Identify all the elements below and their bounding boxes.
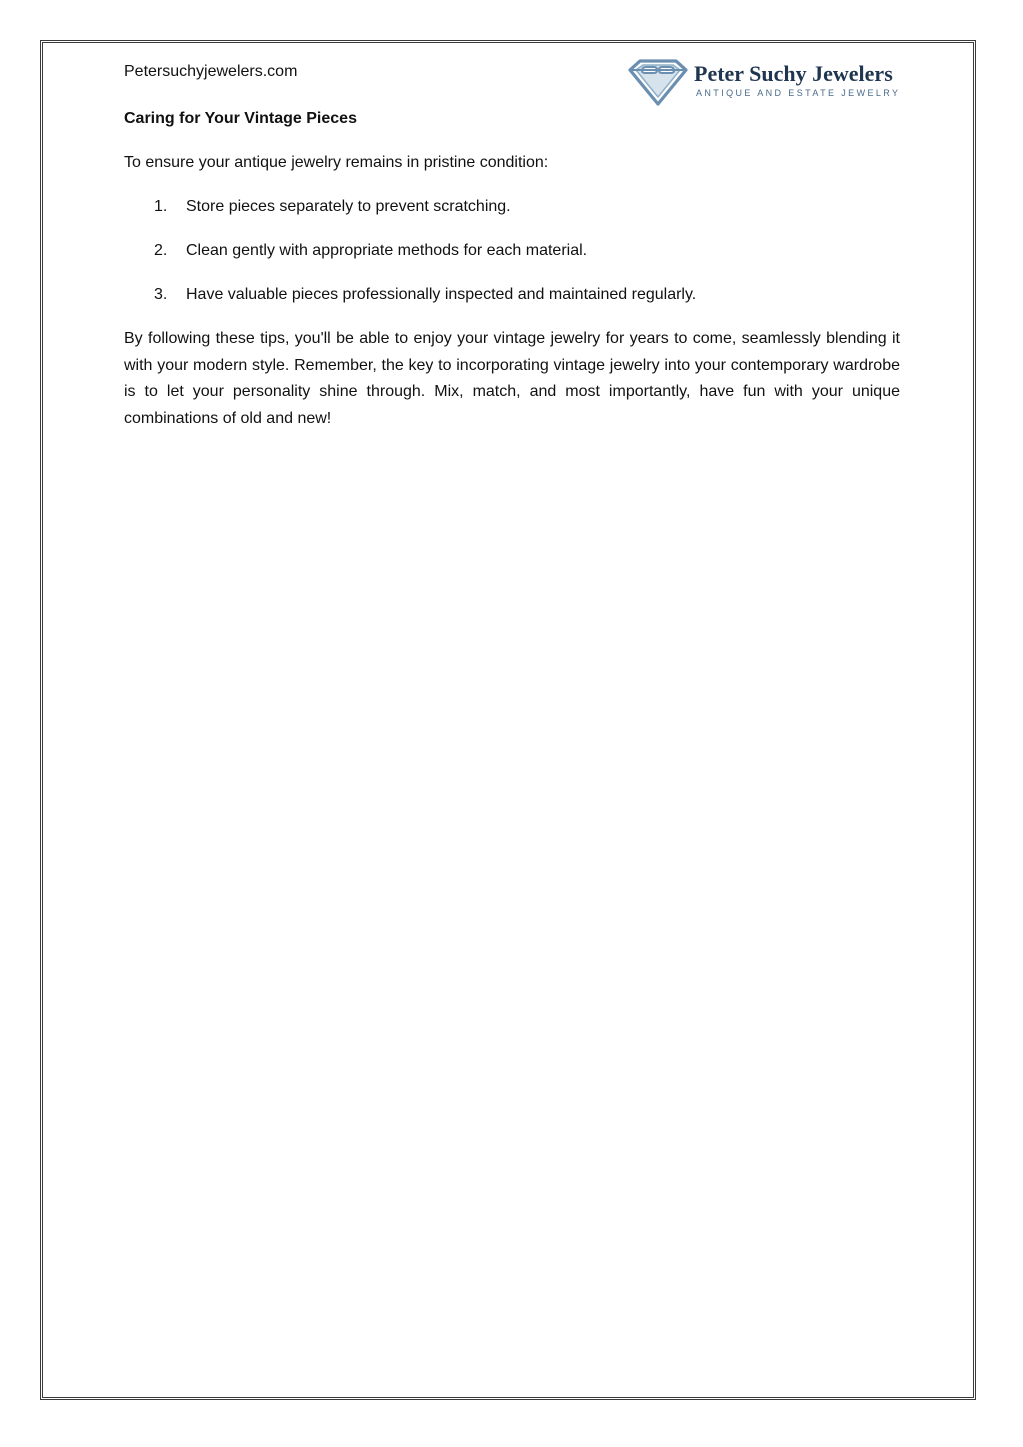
list-item — [124, 197, 900, 217]
logo-tagline: ANTIQUE AND ESTATE JEWELRY — [696, 88, 901, 98]
list-item-number: 1. — [154, 198, 168, 215]
list-item-text: Clean gently with appropriate methods for each material. — [186, 242, 588, 259]
brand-logo — [626, 58, 904, 108]
tips-list — [124, 197, 900, 329]
list-item — [124, 285, 900, 305]
site-url: Petersuchyjewelers.com — [124, 63, 298, 80]
diamond-icon — [626, 58, 690, 106]
logo-name: Peter Suchy Jewelers — [694, 61, 893, 86]
closing-paragraph: By following these tips, you'll be able to enjoy your vintage jewelry for years to come, seamlessly blending it with your modern style. Remember, the key to incorporating vintage jewelry into your contemporary wardrobe is to let your personality shine through. Mix, match, and most importantly, have fun with your unique combinations of old and new! — [124, 330, 900, 427]
list-item-number: 2. — [154, 242, 168, 259]
intro-text: To ensure your antique jewelry remains in pristine condition: — [124, 154, 549, 171]
list-item-text: Store pieces separately to prevent scratching. — [186, 198, 511, 215]
list-item-text: Have valuable pieces professionally inspected and maintained regularly. — [186, 286, 697, 303]
section-heading: Caring for Your Vintage Pieces — [124, 110, 357, 127]
list-item-number: 3. — [154, 286, 168, 303]
list-item — [124, 241, 900, 261]
